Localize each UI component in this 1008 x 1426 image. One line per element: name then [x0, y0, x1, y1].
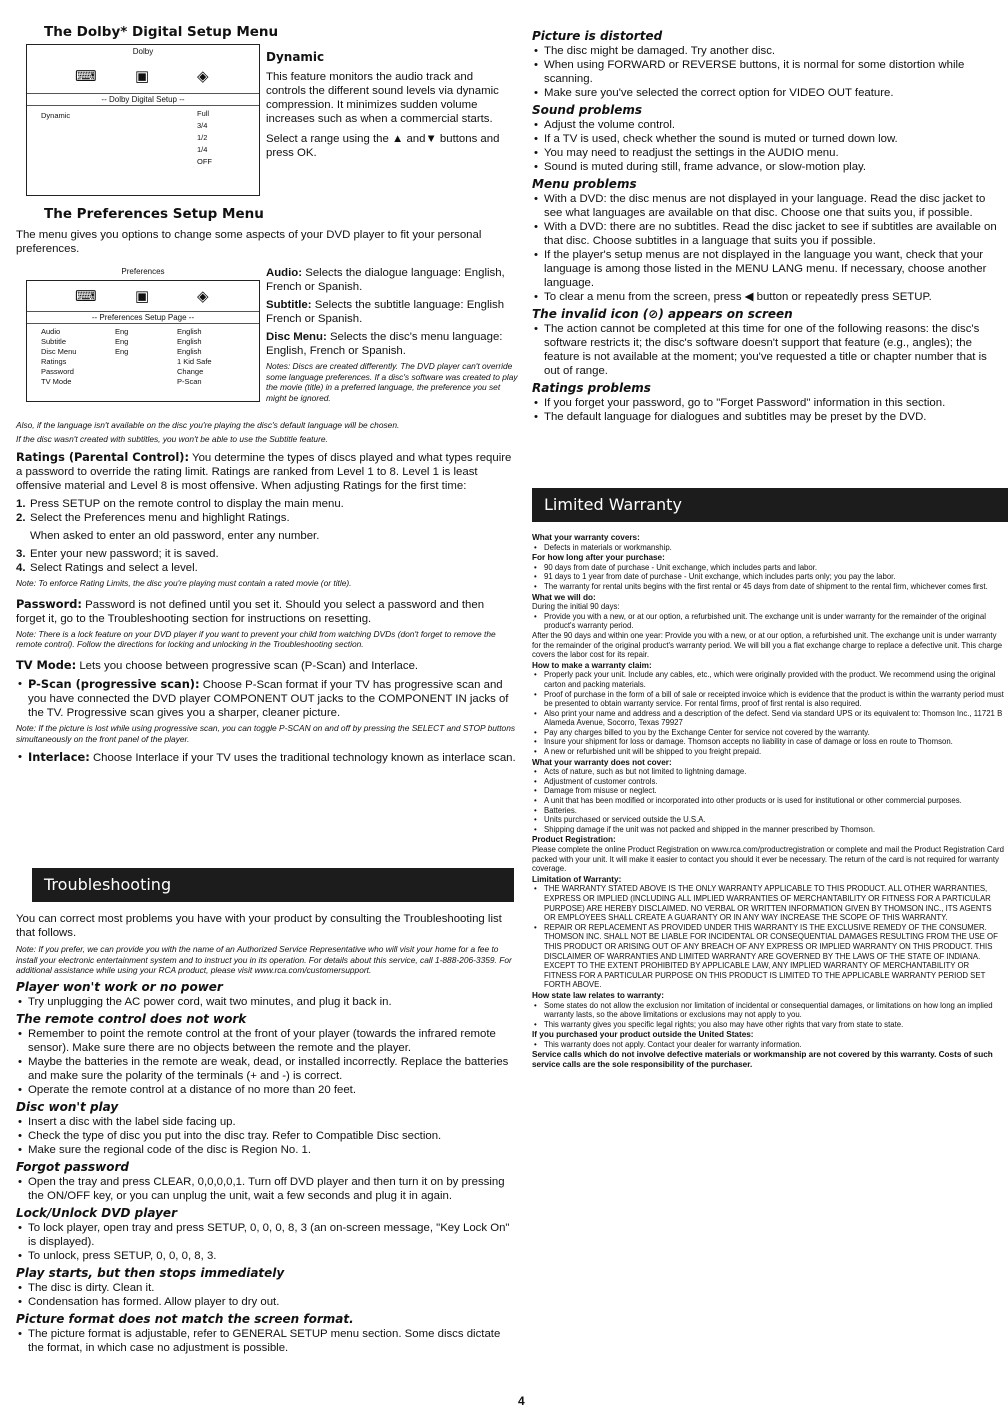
- troubleshooting-intro: You can correct most problems you have with your product by consulting the Troubleshooting list that follows.: [16, 913, 502, 939]
- warranty-item: • Insure your shipment for loss or damage. Thomson accepts no liability in case of damage or loss en route to Thomson.: [532, 737, 1004, 747]
- warranty-item: • Batteries.: [532, 806, 1004, 816]
- troubleshooting-heading: The remote control does not work: [16, 1011, 247, 1026]
- prefs-row-value: Eng: [115, 347, 129, 356]
- troubleshooting-item: • The disc is dirty. Clean it.: [16, 1281, 516, 1295]
- troubleshooting-heading: Disc won't play: [16, 1099, 119, 1114]
- step-2-sub: When asked to enter an old password, enter any number.: [30, 530, 320, 543]
- interlace-item: • Interlace: Choose Interlace if your TV uses the traditional technology known as interlace scan.: [16, 750, 516, 765]
- ratings-text: You determine the types of discs played and what types require a password to override the rating limit. Ratings are ranked from Level 1 to 8. Level 1 is least offensive material and Level 8 is most offensive. When adjusting Ratings for the first time:: [16, 452, 512, 493]
- prefs-row: [41, 357, 251, 367]
- prefs-submenu: -- Preferences Setup Page --: [27, 311, 259, 324]
- level-3-4: 3/4: [197, 121, 208, 130]
- prefs-row-key: Password: [41, 367, 74, 376]
- prefs-row-key: Ratings: [41, 357, 67, 366]
- troubleshooting-item: • The action cannot be completed at this time for one of the following reasons: the disc's software restricts it; the disc's software doesn't support that feature (e.g., angles); the feature is not available at the moment; you've requested a title or chapter number that is out of range.: [532, 322, 1002, 378]
- prefs-row: [41, 327, 251, 337]
- pscan-item: • P-Scan (progressive scan): Choose P-Scan format if your TV has progressive scan and you have connected the DVD player COMPONENT OUT jacks to the COMPONENT IN jacks of the TV. Progressive scan gives you a sharper, cleaner picture.: [16, 677, 516, 720]
- warranty-text: Please complete the online Product Registration on www.rca.com/productregistration or complete and mail the Product Registration Card packed with your unit. It will make it easier to contact you should it ever be necessary. The return of the card is not required for warranty coverage.: [532, 845, 1004, 874]
- troubleshooting-item: • If you forget your password, go to "Forget Password" information in this section.: [532, 396, 1002, 410]
- password-label: Password:: [16, 596, 82, 611]
- prefs-row-key: Subtitle: [41, 337, 67, 346]
- dolby-menu-graphic: [26, 44, 260, 196]
- troubleshooting-item: • Check the type of disc you put into the disc tray. Refer to Compatible Disc section.: [16, 1129, 516, 1143]
- prefs-menu-title: Preferences: [121, 267, 165, 276]
- password-text: Password is not defined until you set it. Should you select a password and then forget it, go to the Troubleshooting section for instructions on resetting.: [16, 598, 485, 625]
- subtitle-text: Selects the subtitle language: English French or Spanish.: [266, 299, 505, 325]
- troubleshooting-item: • The picture format is adjustable, refer to GENERAL SETUP menu section. Some discs dictate the format, in which case no adjustment is possible.: [16, 1327, 516, 1355]
- audio-label: Audio:: [266, 267, 303, 279]
- dolby-submenu: -- Dolby Digital Setup --: [27, 93, 259, 106]
- speaker-icon: ⌨: [75, 68, 97, 85]
- step-3: 3. Enter your new password; it is saved.: [16, 548, 219, 561]
- prefs-options: [266, 266, 518, 403]
- warranty-heading: How to make a warranty claim:: [532, 660, 652, 670]
- level-off: OFF: [197, 157, 212, 166]
- page-number: 4: [518, 1394, 525, 1408]
- level-full: Full: [197, 109, 210, 118]
- prefs-row: [41, 367, 251, 377]
- troubleshooting-item: • You may need to readjust the settings in the AUDIO menu.: [532, 146, 1002, 160]
- troubleshooting-item: • Open the tray and press CLEAR, 0,0,0,0,1. Turn off DVD player and then turn it on by pressing the ON/OFF key, or you can unplug the unit, wait a few seconds and plug it in again.: [16, 1175, 516, 1203]
- prefs-row: [41, 337, 251, 347]
- warranty-heading: Product Registration:: [532, 835, 616, 845]
- ratings-note: Note: To enforce Rating Limits, the disc you're playing must contain a rated movie (or title).: [16, 578, 352, 589]
- warranty-heading: What your warranty covers:: [532, 533, 640, 542]
- warranty-banner: Limited Warranty: [532, 488, 1008, 522]
- tv-mode-text: Lets you choose between progressive scan (P-Scan) and Interlace.: [79, 659, 419, 672]
- troubleshooting-heading: Lock/Unlock DVD player: [16, 1205, 177, 1220]
- warranty-item: • Defects in materials or workmanship.: [532, 543, 1004, 553]
- dolby-icon: ▣: [135, 68, 150, 85]
- troubleshooting-item: • Condensation has formed. Allow player to dry out.: [16, 1295, 516, 1309]
- step-1: 1. Press SETUP on the remote control to display the main menu.: [16, 498, 344, 511]
- warranty-item: • REPAIR OR REPLACEMENT AS PROVIDED UNDER THIS WARRANTY IS THE EXCLUSIVE REMEDY OF THE CONSUMER. THOMSON INC. SHALL NOT BE LIABLE FOR INCIDENTAL OR CONSEQUENTIAL DAMAGES RESULTING FROM THE USE OF THIS PRODUCT OR ARISING OUT OF ANY BREACH OF ANY EXPRESS OR IMPLIED WARRANTY ON THIS PRODUCT. THIS DISCLAIMER OF WARRANTIES AND LIMITED WARRANTY ARE GOVERNED BY THE LAWS OF THE STATE OF INDIANA. EXCEPT TO THE EXTENT PROHIBITED BY APPLICABLE LAW, ANY IMPLIED WARRANTY OF MERCHANTABILITY OR FITNESS FOR A PARTICULAR PURPOSE ON THIS PRODUCT IS LIMITED TO THE APPLICABLE WARRANTY PERIOD SET FORTH ABOVE.: [532, 923, 1004, 990]
- warranty-item: • Shipping damage if the unit was not packed and shipped in the manner prescribed by Thomson.: [532, 825, 1004, 835]
- warranty-item: • Units purchased or serviced outside the U.S.A.: [532, 815, 1004, 825]
- troubleshooting-item: • To lock player, open tray and press SETUP, 0, 0, 0, 8, 3 (an on-screen message, "Key Lock On" is displayed).: [16, 1221, 516, 1249]
- warranty-item: • Acts of nature, such as but not limited to lightning damage.: [532, 767, 1004, 777]
- prefs-row: [41, 377, 251, 387]
- troubleshooting-left: [16, 912, 516, 1355]
- audio-text: Selects the dialogue language: English, French or Spanish.: [266, 267, 505, 293]
- warranty-item: • THE WARRANTY STATED ABOVE IS THE ONLY WARRANTY APPLICABLE TO THIS PRODUCT. ALL OTHER WARRANTIES, EXPRESS OR IMPLIED (INCLUDING ALL IMPLIED WARRANTIES OF MERCHANTABILITY OR FITNESS FOR A PARTICULAR PURPOSE) ARE HEREBY DISCLAIMED. NO VERBAL OR WRITTEN INFORMATION GIVEN BY THOMSON INC., ITS AGENTS OR EMPLOYEES SHALL CREATE A GUARANTY OR IN ANY WAY INCREASE THE SCOPE OF THIS WARRANTY.: [532, 884, 1004, 922]
- tv-mode-label: TV Mode:: [16, 657, 77, 672]
- warranty-item: • Properly pack your unit. Include any cables, etc., which were originally provided with the product. We recommend using the original carton and packing materials.: [532, 670, 1004, 689]
- prefs-row-value: [115, 357, 177, 367]
- pscan-note: Note: If the picture is lost while using progressive scan, you can toggle P-SCAN on and off by pressing the SELECT and STOP buttons simultaneously on the front panel of the player.: [16, 722, 516, 744]
- prefs-note-3: If the disc wasn't created with subtitles, you won't be able to use the Subtitle feature.: [16, 433, 328, 444]
- troubleshooting-heading: Player won't work or no power: [16, 979, 223, 994]
- troubleshooting-item: • The disc might be damaged. Try another disc.: [532, 44, 1002, 58]
- ratings-label: Ratings (Parental Control):: [16, 450, 190, 465]
- disc-menu-label: Disc Menu:: [266, 331, 327, 343]
- prefs-title: The Preferences Setup Menu: [44, 206, 264, 222]
- troubleshooting-item: • Try unplugging the AC power cord, wait two minutes, and plug it back in.: [16, 995, 516, 1009]
- prefs-row-value: [115, 377, 177, 387]
- prefs-row-option: English: [177, 337, 202, 346]
- warranty-heading: For how long after your purchase:: [532, 553, 665, 563]
- prefs-intro: The menu gives you options to change some aspects of your DVD player to fit your personal preferences.: [16, 229, 482, 255]
- troubleshooting-note: Note: If you prefer, we can provide you with the name of an Authorized Service Representative who will visit your home for a fee to install your electronic entertainment system and to instruct you in its operation. For details about this service, call 1-888-206-3359. For additional assistance while using your RCA product, please visit www.rca.com/customersupport.: [16, 944, 512, 976]
- warranty-heading: If you purchased your product outside the United States:: [532, 1030, 754, 1040]
- troubleshooting-item: • Operate the remote control at a distance of no more than 20 feet.: [16, 1083, 516, 1097]
- troubleshooting-item: • To unlock, press SETUP, 0, 0, 0, 8, 3.: [16, 1249, 516, 1263]
- troubleshooting-heading: Play starts, but then stops immediately: [16, 1265, 285, 1280]
- troubleshooting-item: • Insert a disc with the label side facing up.: [16, 1115, 516, 1129]
- prefs-row-option: 1 Kid Safe: [177, 357, 212, 366]
- ratings-steps: [16, 497, 516, 575]
- warranty-item: • Damage from misuse or neglect.: [532, 786, 1004, 796]
- dolby-description: [266, 50, 516, 160]
- warranty-text: During the initial 90 days:: [532, 602, 620, 612]
- level-1-2: 1/2: [197, 133, 208, 142]
- speaker-icon: ⌨: [75, 288, 97, 305]
- warranty-list: [532, 532, 1004, 1070]
- troubleshooting-right-list: [532, 26, 1002, 424]
- troubleshooting-item: • With a DVD: there are no subtitles. Read the disc jacket to see if subtitles are available on that disc. Choose subtitles in a language that suits you if possible.: [532, 220, 1002, 248]
- prefs-row-option: P-Scan: [177, 377, 202, 386]
- troubleshooting-item: • Remember to point the remote control at the front of your player (towards the infrared remote sensor). Make sure there are no objects between the remote and the player.: [16, 1027, 516, 1055]
- dolby-heading: Dynamic: [266, 50, 325, 64]
- password-note: Note: There is a lock feature on your DVD player if you want to prevent your child from watching DVDs (don't forget to remove the remote control). Follow the directions for locking and unlocking in the Troubleshooting section.: [16, 628, 496, 650]
- dolby-icon: ▣: [135, 288, 150, 305]
- troubleshooting-item: • Adjust the volume control.: [532, 118, 1002, 132]
- troubleshooting-item: • If a TV is used, check whether the sound is muted or turned down low.: [532, 132, 1002, 146]
- troubleshooting-banner: Troubleshooting: [32, 868, 514, 902]
- warranty-item: • Pay any charges billed to you by the Exchange Center for service not covered by the warranty.: [532, 728, 1004, 738]
- troubleshooting-item: • Make sure you've selected the correct option for VIDEO OUT feature.: [532, 86, 1002, 100]
- dolby-menu-title: Dolby: [132, 47, 154, 56]
- warranty-item: • This warranty does not apply. Contact your dealer for warranty information.: [532, 1040, 1004, 1050]
- troubleshooting-item: • To clear a menu from the screen, press ◀ button or repeatedly press SETUP.: [532, 290, 1002, 304]
- troubleshooting-item: • Make sure the regional code of the disc is Region No. 1.: [16, 1143, 516, 1157]
- step-2: 2. Select the Preferences menu and highlight Ratings.: [16, 512, 290, 525]
- troubleshooting-heading: The invalid icon (⊘) appears on screen: [532, 307, 793, 321]
- prefs-row-value: [115, 367, 177, 377]
- troubleshooting-heading: Picture is distorted: [532, 29, 663, 43]
- prefs-row-value: Eng: [115, 337, 129, 346]
- warranty-item: • The warranty for rental units begins with the first rental or 45 days from date of shipment to the rental firm, whichever comes first.: [532, 582, 1004, 592]
- disc-icon: ◈: [197, 68, 209, 85]
- disc-menu-text: Selects the disc's menu language: English, French or Spanish.: [266, 331, 503, 357]
- troubleshooting-heading: Menu problems: [532, 177, 637, 191]
- prefs-row-key: TV Mode: [41, 377, 72, 386]
- warranty-item: • 91 days to 1 year from date of purchase - Unit exchange, which includes parts only; you pay the labor.: [532, 572, 1004, 582]
- warranty-item: • 90 days from date of purchase - Unit exchange, which includes parts and labor.: [532, 563, 1004, 573]
- prefs-row-key: Disc Menu: [41, 347, 77, 356]
- troubleshooting-item: • Sound is muted during still, frame advance, or slow-motion play.: [532, 160, 1002, 174]
- disc-icon: ◈: [197, 288, 209, 305]
- troubleshooting-heading: Forgot password: [16, 1159, 129, 1174]
- warranty-heading: What your warranty does not cover:: [532, 757, 672, 767]
- troubleshooting-item: • With a DVD: the disc menus are not displayed in your language. Read the disc jacket to see what languages are available on that disc. Choose one that suits you, if possible.: [532, 192, 1002, 220]
- warranty-item: • Proof of purchase in the form of a bill of sale or receipted invoice which is evidence that the product is within the warranty period must be presented to obtain warranty service. For rental firms, proof of first rental is also required.: [532, 690, 1004, 709]
- warranty-item: • This warranty gives you specific legal rights; you also may have other rights that vary from state to state.: [532, 1020, 1004, 1030]
- warranty-item: • A unit that has been modified or incorporated into other products or is used for institutional or other commercial purposes.: [532, 796, 1004, 806]
- dolby-title: The Dolby* Digital Setup Menu: [44, 24, 279, 40]
- troubleshooting-item: • Maybe the batteries in the remote are weak, dead, or installed incorrectly. Replace the batteries and make sure the polarity of the terminals (+ and -) is correct.: [16, 1055, 516, 1083]
- level-1-4: 1/4: [197, 145, 208, 154]
- prefs-menu-graphic: [26, 267, 260, 402]
- warranty-text: After the 90 days and within one year: Provide you with a new, or at our option, a refurbished unit. The exchange unit is under warranty for the remainder of the original product's warranty period. We will bill you a flat exchange charge to replace a defective unit. This charge covers the labor cost for its repair.: [532, 630, 1003, 660]
- troubleshooting-item: • If the player's setup menus are not displayed in the language you want, check that your language is among those listed in the MENU LANG menu. If necessary, choose another language.: [532, 248, 1002, 290]
- dolby-text1: This feature monitors the audio track and controls the different sound levels via dynamic compression. It minimizes sudden volume increases such as when a commercial starts.: [266, 71, 499, 125]
- warranty-item: • A new or refurbished unit will be shipped to you freight prepaid.: [532, 747, 1004, 757]
- prefs-row-value: Eng: [115, 327, 129, 336]
- troubleshooting-list: [16, 980, 516, 1355]
- prefs-row-option: English: [177, 327, 202, 336]
- prefs-note-2: Also, if the language isn't available on the disc you're playing the disc's default language will be chosen.: [16, 420, 400, 430]
- warranty-item: • Also print your name and address and a description of the defect. Send via standard UPS or its equivalent to: Thomson Inc., 11721 B Alameda Avenue, Socorro, Texas 79927: [532, 709, 1004, 728]
- troubleshooting-item: • The default language for dialogues and subtitles may be preset by the DVD.: [532, 410, 1002, 424]
- subtitle-label: Subtitle:: [266, 299, 312, 311]
- prefs-rows: [41, 327, 251, 387]
- prefs-row-option: Change: [177, 367, 204, 376]
- step-4: 4. Select Ratings and select a level.: [16, 562, 198, 575]
- dolby-item: Dynamic: [41, 111, 71, 120]
- warranty-item: • Some states do not allow the exclusion nor limitation of incidental or consequential damages, or limitations on how long an implied warranty lasts, so the above limitations or exclusions may not apply to you.: [532, 1001, 1004, 1020]
- warranty-item: • Adjustment of customer controls.: [532, 777, 1004, 787]
- warranty-heading: Service calls which do not involve defective materials or workmanship are not covered by this warranty. Costs of such service calls are the sole responsibility of the purchaser.: [532, 1050, 993, 1070]
- warranty-item: • Provide you with a new, or at our option, a refurbished unit. The exchange unit is under warranty for the remainder of the original product's warranty period.: [532, 612, 1004, 631]
- warranty-heading: What we will do:: [532, 592, 596, 602]
- prefs-body: [16, 420, 516, 765]
- troubleshooting-heading: Sound problems: [532, 103, 642, 117]
- prefs-row: [41, 347, 251, 357]
- prefs-note: Notes: Discs are created differently. The DVD player can't override some language preferences. If a disc's software was created to play the movie (title) in a preferred language, the preference you set might be ignored.: [266, 361, 518, 403]
- prefs-row-option: English: [177, 347, 202, 356]
- warranty-heading: Limitation of Warranty:: [532, 874, 622, 884]
- troubleshooting-item: • When using FORWARD or REVERSE buttons, it is normal for some distortion while scanning.: [532, 58, 1002, 86]
- warranty-heading: How state law relates to warranty:: [532, 990, 664, 1000]
- troubleshooting-heading: Ratings problems: [532, 381, 651, 395]
- troubleshooting-heading: Picture format does not match the screen format.: [16, 1311, 354, 1326]
- prefs-row-key: Audio: [41, 327, 61, 336]
- dolby-text2: Select a range using the ▲ and▼ buttons and press OK.: [266, 133, 500, 159]
